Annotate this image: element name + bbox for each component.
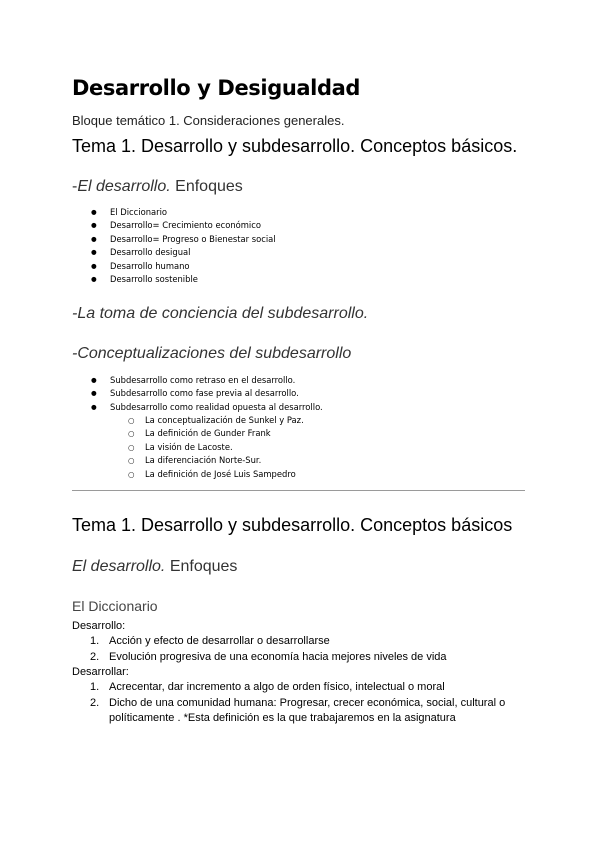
section-italic: El desarrollo. bbox=[77, 178, 171, 195]
definition-text: Evolución progresiva de una economía hacia mejores niveles de vida bbox=[109, 650, 447, 663]
list-item: ● Desarrollo= Crecimiento económico bbox=[91, 219, 276, 232]
section-desarrollo-heading bbox=[72, 178, 243, 196]
list-item: ● El Diccionario bbox=[91, 206, 276, 219]
desarrollo-definitions bbox=[72, 634, 447, 665]
sub-list-item: ○ La diferenciación Norte-Sur. bbox=[91, 454, 304, 467]
section-rest: Enfoques bbox=[170, 178, 243, 195]
section-conceptualizaciones-heading: -Conceptualizaciones del subdesarrollo bbox=[72, 345, 352, 362]
list-item: ● Desarrollo humano bbox=[91, 260, 276, 273]
list-item: ● Subdesarrollo como fase previa al desarrollo. bbox=[91, 387, 323, 400]
sub-list-item: ○ La conceptualización de Sunkel y Paz. bbox=[91, 414, 304, 427]
tema-heading: Tema 1. Desarrollo y subdesarrollo. Conceptos básicos. bbox=[72, 136, 518, 156]
horizontal-divider bbox=[72, 490, 525, 491]
definition-number: 2. bbox=[90, 696, 100, 709]
definition-text: Dicho de una comunidad humana: Progresar, crecer económica, social, cultural o bbox=[109, 696, 506, 709]
definition-item bbox=[72, 696, 505, 712]
desarrollo-label: Desarrollo: bbox=[72, 620, 126, 632]
definition-item bbox=[72, 680, 505, 696]
conceptualizaciones-sublist bbox=[91, 414, 304, 481]
desarrollar-label: Desarrollar: bbox=[72, 666, 129, 678]
definition-item-continuation bbox=[72, 711, 505, 727]
list-item: ● Desarrollo desigual bbox=[91, 246, 276, 259]
conceptualizaciones-list bbox=[91, 374, 323, 414]
tema-heading-2: Tema 1. Desarrollo y subdesarrollo. Conceptos básicos bbox=[72, 515, 513, 535]
definition-number: 2. bbox=[90, 650, 100, 663]
sub-list-item: ○ La definición de José Luis Sampedro bbox=[91, 468, 304, 481]
section-prefix: - bbox=[72, 178, 78, 195]
definition-item bbox=[72, 650, 447, 666]
list-item: ● Subdesarrollo como retraso en el desarrollo. bbox=[91, 374, 323, 387]
section-rest: Enfoques bbox=[165, 558, 238, 575]
document-subtitle: Bloque temático 1. Consideraciones generales. bbox=[72, 113, 345, 128]
document-title: Desarrollo y Desigualdad bbox=[72, 76, 360, 100]
diccionario-heading: El Diccionario bbox=[72, 598, 158, 614]
list-item: ● Subdesarrollo como realidad opuesta al desarrollo. bbox=[91, 401, 323, 414]
definition-item bbox=[72, 634, 447, 650]
section-toma-conciencia-heading: -La toma de conciencia del subdesarrollo. bbox=[72, 305, 369, 322]
list-item: ● Desarrollo= Progreso o Bienestar social bbox=[91, 233, 276, 246]
list-item: ● Desarrollo sostenible bbox=[91, 273, 276, 286]
definition-number: 1. bbox=[90, 635, 100, 647]
section-desarrollo-heading-2 bbox=[72, 558, 237, 576]
sub-list-item: ○ La definición de Gunder Frank bbox=[91, 427, 304, 440]
desarrollar-definitions bbox=[72, 680, 505, 727]
enfoques-list bbox=[91, 206, 276, 286]
definition-text: Acrecentar, dar incremento a algo de orden físico, intelectual o moral bbox=[109, 681, 445, 693]
definition-number: 1. bbox=[90, 681, 100, 693]
section-italic: El desarrollo. bbox=[72, 558, 166, 575]
definition-text: políticamente . *Esta definición es la que trabajaremos en la asignatura bbox=[109, 712, 456, 724]
sub-list-item: ○ La visión de Lacoste. bbox=[91, 441, 304, 454]
definition-text: Acción y efecto de desarrollar o desarrollarse bbox=[109, 635, 330, 647]
